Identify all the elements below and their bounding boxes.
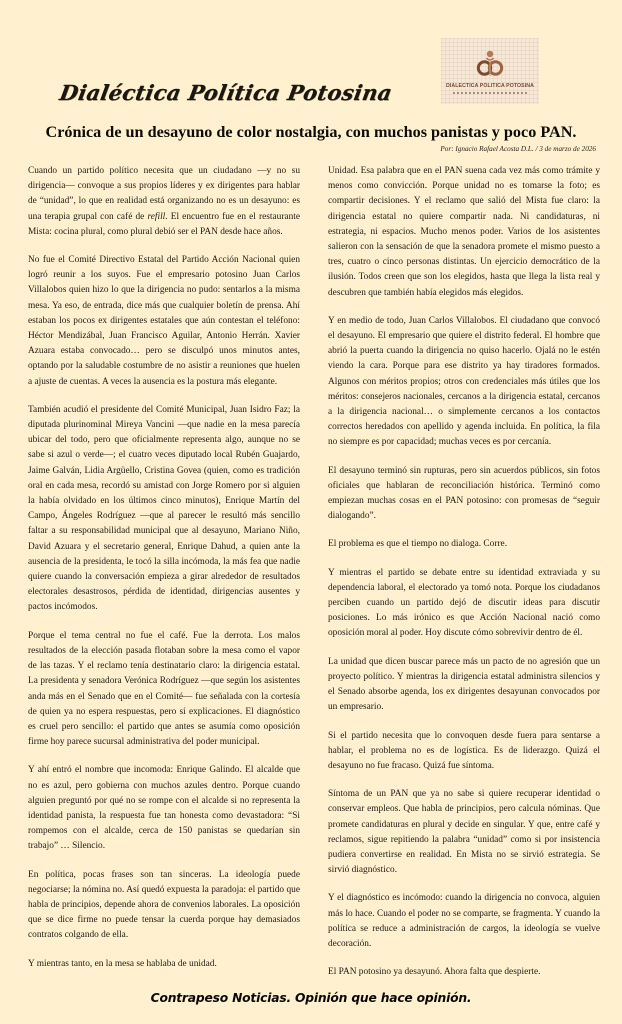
logo-subtitle-line: [453, 92, 527, 96]
emphasis: refill: [147, 211, 166, 222]
paragraph: Síntoma de un PAN que ya no sabe si quiere recuperar identidad o conservar empleos. Que habla de principios, pero calcula nóminas. Que promete candidaturas en plural y decide en singular. Y que, entre café y reclamos, sigue repitiendo la palabra “unidad” como si por insistencia pudiera convertirse en realidad. En Mista no se sirvió estrategia. Se sirvió diagnóstico.: [328, 789, 600, 876]
paragraph: El PAN potosino ya desayunó. Ahora falta que despierte.: [328, 967, 541, 978]
paragraph: Y el diagnóstico es incómodo: cuando la dirigencia no convoca, alguien más lo hace. Cuando el poder no se comparte, se fragmenta. Y cuando la política se reduce a administración de cargos, la ideología se vuelve decoración.: [328, 893, 600, 949]
paragraph: Y en medio de todo, Juan Carlos Villalobos. El ciudadano que convocó el desayuno. El empresario que quiere el distrito federal. El hombre que abrió la puerta cuando la dirigencia no quiso hacerlo. Ojalá no le estén viendo la cara. Porque para ese distrito ya hay tiradores formados. Algunos con méritos propios; otros con credenciales más útiles que los méritos: consejeros nacionales, cercanos a la dirigencia estatal, cercanos a la dirigencia nacional… o simplemente cercanos a los contactos correctos heredados con apellido y agenda incluida. En política, la fila no siempre es por capacidad; muchas veces es por cercanía.: [328, 315, 600, 448]
article-title: Crónica de un desayuno de color nostalgia, con muchos panistas y poco PAN.: [45, 123, 577, 141]
logo-title: DIALECTICA POLITICA POTOSINA: [446, 83, 534, 89]
paragraph: Porque el tema central no fue el café. Fue la derrota. Los malos resultados de la elección pasada flotaban sobre la mesa como el vapor de las tazas. Y el reclamo tenía destinatario claro: la dirigencia estatal. La presidenta y senadora Verónica Rodríguez —que según los asistentes anda más en el Senado que en el Comité— fue señalada con la cortesía de quien ya no espera respuestas, pero sí explicaciones. El diagnóstico es cruel pero sencillo: el partido que antes se asumía como oposición firme hoy parece sucursal administrativa del poder municipal.: [28, 630, 300, 748]
footer-tagline: Contrapeso Noticias. Opinión que hace opinión.: [150, 991, 472, 1006]
paragraph: Unidad. Esa palabra que en el PAN suena cada vez más como trámite y menos como convicción. Porque unidad no es tomarse la foto; es compartir decisiones. Y el reclamo que salió del Mista fue claro: la dirigencia estatal no quiere compartir nada. Ni candidaturas, ni estrategia, ni espacios. Mucho menos poder. Varios de los asistentes salieron con la sensación de que la senadora promete el mismo puesto a tres, cuatro o cinco personas distintas. Un ejercicio democrático de la ilusión. Todos creen que son los elegidos, hasta que llega la lista real y descubren que también había elegidos más elegidos.: [328, 166, 600, 298]
paragraph: En política, pocas frases son tan sinceras. La ideología puede negociarse; la nómina no. Así quedó expuesta la paradoja: el partido que habla de principios, depende ahora de convenios laborales. La oposición que se dice firme no puede tensar la cuerda porque hay demasiados contratos colgando de ella.: [28, 869, 300, 941]
paragraph-text: Cuando un partido político necesita que un ciudadano —y no su dirigencia— convoque a sus propios líderes y ex dirigentes para hablar de “unidad”, lo que en realidad está organizando no es un desayuno: es una terapia grupal con café de refill. El encuentro fue en el restaurante Mista: cocina plural, como plural debió ser el PAN desde hace años.: [28, 166, 300, 237]
brand-logo: [441, 38, 539, 104]
paragraph: No fue el Comité Directivo Estatal del Partido Acción Nacional quien logró reunir a los suyos. Fue el empresario potosino Juan Carlos Villalobos quien hizo lo que la dirigencia no pudo: sentarlos a la misma mesa. Ya eso, de entrada, dice más que cualquier boletín de prensa. Ahí estaban los pocos ex dirigentes estatales que aún contestan el teléfono: Héctor Mendizábal, Juan Francisco Aguilar, Antonio Herrán. Xavier Azuara estaba convocado… pero se disculpó unos minutos antes, optando por la saludable costumbre de no asistir a reuniones que huelen a ajuste de cuentas. A veces la ausencia es la postura más elegante.: [28, 255, 300, 387]
article-body: [0, 154, 622, 980]
paragraph: Y mientras el partido se debate entre su identidad extraviada y su dependencia laboral, el electorado ya tomó nota. Porque los ciudadanos perciben cuando un partido dejó de discutir ideas para discutir posiciones. Lo más irónico es que Acción Nacional nació como oposición moral al poder. Hoy discute cómo sobrevivir dentro de él.: [328, 567, 600, 639]
brand-script-wordmark: Dialéctica Política Potosina: [57, 80, 395, 105]
paragraph: Y ahí entró el nombre que incomoda: Enrique Galindo. El alcalde que no es azul, pero gobierna con muchos azules dentro. Porque cuando alguien preguntó por qué no se rompe con el alcalde si no representa la identidad panista, la respuesta fue tan honesta como devastadora: “Si rompemos con el alcalde, cerca de 150 panistas se quedarían sin trabajo” … Silencio.: [28, 765, 300, 852]
paragraph: La unidad que dicen buscar parece más un pacto de no agresión que un proyecto político. Y mientras la dirigencia estatal administra silencios y el Senado absorbe agenda, los ex dirigentes desayunan convocados por un empresario.: [328, 656, 600, 713]
paragraph: También acudió el presidente del Comité Municipal, Juan Isidro Faz; la diputada plurinominal Mireya Vancini —que nadie en la mesa parecía ubicar del todo, pero que oficialmente representa algo, aunque no se sabe si azul o verde—; el cuatro veces diputado local Rubén Guajardo, Jaime Galván, Lidia Argüello, Cristina Govea (quien, como es tradición oral en cada mesa, recordó su amistad con Jorge Romero por si alguien la había olvidado en los últimos cinco minutos), Enrique Martín del Campo, Ángeles Rodríguez —que al parecer le resultó más sencillo faltar a su responsabilidad municipal que al desayuno, Mariano Niño, David Azuara y el secretario general, Enrique Dahud, a quien ante la ausencia de la presidenta, le tocó la silla incómoda, la más fea que nadie quiere cuando la conversación empieza a girar alrededor de resultados electorales desastrosos, pérdida de identidad, dirigencias ausentes y pactos incómodos.: [28, 404, 300, 613]
paragraph: Y mientras tanto, en la mesa se hablaba de unidad.: [28, 958, 217, 969]
right-column: [328, 164, 600, 980]
masthead: [0, 0, 622, 122]
left-column: [28, 164, 300, 980]
paragraph: Si el partido necesita que lo convoquen desde fuera para sentarse a hablar, el problema no es de logística. Es de liderazgo. Quizá el desayuno no fue fracaso. Quizá fue síntoma.: [328, 730, 600, 771]
paragraph: [28, 164, 300, 240]
interlocked-rings-logo-icon: [474, 48, 506, 80]
paragraph: El problema es que el tiempo no dialoga. Corre.: [328, 539, 508, 550]
paragraph: El desayuno terminó sin rupturas, pero sin acuerdos públicos, sin fotos oficiales que hablaran de reconciliación histórica. Terminó como empiezan muchas cosas en el PAN potosino: con promesas de “seguir dialogando”.: [328, 465, 600, 522]
article-byline: Por: Ignacio Rafael Acosta D.L. / 3 de marzo de 2026: [440, 145, 596, 153]
